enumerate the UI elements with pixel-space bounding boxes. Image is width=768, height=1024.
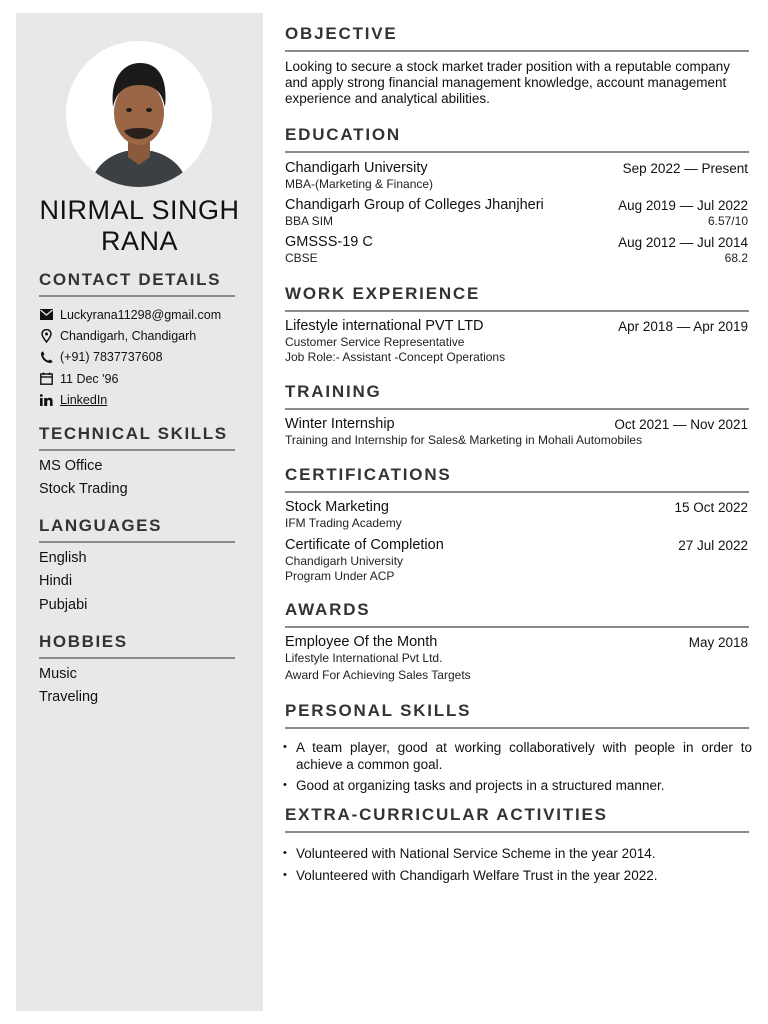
score: 6.57/10 [707, 214, 748, 228]
contact-section [39, 270, 235, 410]
training-name: Winter Internship [285, 416, 395, 432]
degree: BBA SIM [285, 214, 334, 228]
awards-heading: AWARDS [285, 600, 749, 628]
list-item: • Volunteered with National Service Scheme in the year 2014. [285, 846, 752, 863]
hobby-item: Traveling [39, 689, 99, 706]
languages-section [39, 516, 235, 617]
profile-photo [66, 41, 212, 187]
education-date: Aug 2019 — Jul 2022 [618, 198, 748, 213]
contact-email[interactable]: Luckyrana11298@gmail.com [39, 304, 235, 325]
objective-heading: OBJECTIVE [285, 24, 749, 52]
work-entry [285, 318, 748, 364]
objective-text: Looking to secure a stock market trader position with a reputable company and apply strong financial management knowledge, account management experience and analytical abilities. [285, 59, 730, 106]
training-date: Oct 2021 — Nov 2021 [614, 417, 748, 432]
hobby-item: Music [39, 666, 77, 682]
education-entry [285, 160, 748, 192]
contact-heading: CONTACT DETAILS [39, 270, 235, 297]
contact-linkedin[interactable] [39, 389, 235, 410]
skill-item: MS Office [39, 458, 103, 474]
degree: MBA-(Marketing & Finance) [285, 177, 434, 191]
mail-icon [39, 308, 53, 322]
certification-entry [285, 537, 748, 583]
award-company: Lifestyle International Pvt Ltd. [285, 651, 443, 665]
hobbies-heading: HOBBIES [39, 632, 235, 659]
extra-curricular-list [285, 846, 752, 889]
languages-heading: LANGUAGES [39, 516, 235, 543]
education-entry [285, 234, 748, 266]
training-heading: TRAINING [285, 382, 749, 410]
school-name: Chandigarh Group of Colleges Jhanjheri [285, 197, 544, 213]
contact-location: Chandigarh, Chandigarh [39, 325, 235, 346]
degree: CBSE [285, 251, 318, 265]
extra-curricular-heading: EXTRA-CURRICULAR ACTIVITIES [285, 805, 749, 833]
training-entry [285, 416, 748, 448]
certification-issuer: Chandigarh University [285, 554, 404, 568]
award-desc: Award For Achieving Sales Targets [285, 667, 471, 682]
certification-entry [285, 499, 748, 531]
technical-skills-heading: TECHNICAL SKILLS [39, 424, 235, 451]
education-date: Aug 2012 — Jul 2014 [618, 235, 748, 250]
contact-dob: 11 Dec '96 [39, 368, 235, 389]
skill-item: Stock Trading [39, 481, 128, 498]
technical-skills-section [39, 424, 235, 502]
calendar-icon [39, 372, 53, 386]
contact-phone[interactable]: (+91) 7837737608 [39, 347, 235, 368]
education-date: Sep 2022 — Present [622, 161, 748, 176]
list-item: • Good at organizing tasks and projects in a structured manner. [285, 778, 752, 795]
certification-program: Program Under ACP [285, 568, 395, 583]
certification-name: Certificate of Completion [285, 537, 444, 553]
award-date: May 2018 [688, 635, 748, 650]
linkedin-link[interactable]: LinkedIn [60, 392, 108, 407]
score: 68.2 [724, 251, 748, 265]
language-item: Hindi [39, 573, 73, 590]
certifications-heading: CERTIFICATIONS [285, 465, 749, 493]
school-name: Chandigarh University [285, 160, 428, 176]
school-name: GMSSS-19 C [285, 234, 373, 250]
language-item: English [39, 550, 87, 566]
phone-icon [39, 350, 53, 364]
sidebar [16, 13, 263, 1011]
company-name: Lifestyle international PVT LTD [285, 318, 484, 334]
education-entry [285, 197, 748, 229]
profile-name: NIRMAL SINGH RANA [39, 195, 240, 256]
language-item: Pubjabi [39, 596, 88, 613]
work-role: Job Role:- Assistant -Concept Operations [285, 349, 506, 364]
personal-skills-heading: PERSONAL SKILLS [285, 701, 749, 729]
certification-name: Stock Marketing [285, 499, 389, 515]
list-item: • Volunteered with Chandigarh Welfare Trust in the year 2022. [285, 868, 752, 885]
linkedin-icon [39, 393, 53, 407]
personal-skills-list [285, 740, 752, 800]
location-pin-icon [39, 329, 53, 343]
certification-date: 15 Oct 2022 [674, 500, 748, 515]
training-desc: Training and Internship for Sales& Marketing in Mohali Automobiles [285, 433, 643, 447]
certification-issuer: IFM Trading Academy [285, 516, 402, 530]
list-item: • A team player, good at working collaboratively with people in order to achieve a common goal. [285, 740, 752, 773]
award-entry [285, 634, 748, 682]
award-name: Employee Of the Month [285, 634, 438, 650]
certification-date: 27 Jul 2022 [678, 538, 748, 553]
work-heading: WORK EXPERIENCE [285, 284, 749, 312]
hobbies-section [39, 632, 235, 710]
work-position: Customer Service Representative [285, 335, 465, 349]
education-heading: EDUCATION [285, 125, 749, 153]
work-date: Apr 2018 — Apr 2019 [618, 319, 748, 334]
